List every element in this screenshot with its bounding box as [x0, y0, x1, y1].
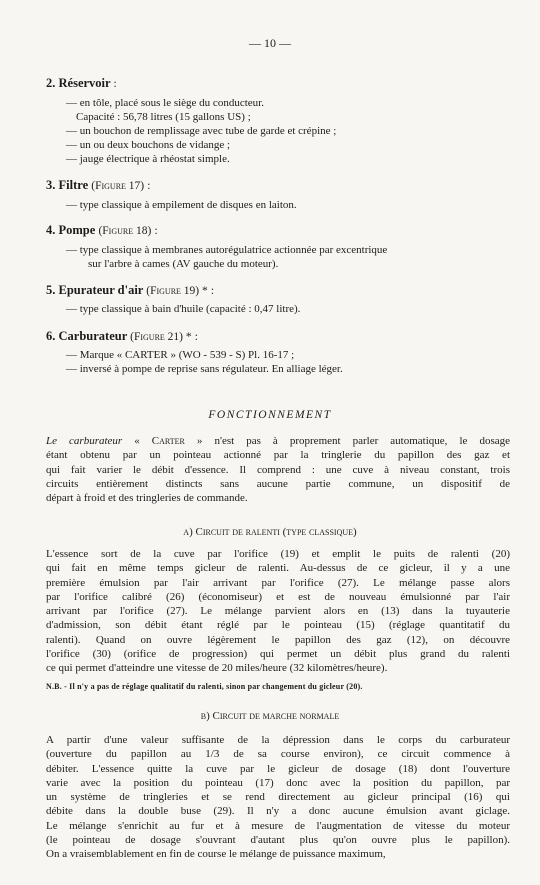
list-item: sur l'arbre à cames (AV gauche du moteur).: [88, 258, 279, 270]
figure-reference: (Figure 18): [98, 225, 152, 237]
text-line: A partir d'une valeur suffisante de la dépression dans le corps du carburateur: [46, 734, 510, 746]
text-line: L'essence sort de la cuve par l'orifice (19) et emplit le puits de ralenti (20): [46, 548, 510, 560]
fonctionnement-heading: FONCTIONNEMENT: [208, 409, 332, 421]
text-line: étant obtenu par un pointeau actionné par la tringlerie du papillon des gaz et: [46, 449, 510, 462]
text-line: qui fait en même temps gicleur de ralenti. Au-dessus de ce gicleur, il y a une: [46, 562, 510, 575]
text-line: (ouverture du papillon au 1/3 de sa course environ), ce circuit commence à: [46, 748, 510, 761]
list-item: — un ou deux bouchons de vidange ;: [66, 139, 231, 151]
list-item: — inversé à pompe de reprise sans régulateur. En alliage léger.: [66, 363, 343, 375]
figure-reference: (Figure 21) *: [130, 331, 192, 343]
text-line: ce qui permet d'atteindre une vitesse de 20 miles/heure (32 kilomètres/heure).: [46, 662, 388, 675]
section-suffix: :: [154, 225, 158, 237]
list-item: — type classique à empilement de disques en laiton.: [66, 199, 297, 211]
list-item: — Marque « CARTER » (WO - 539 - S) Pl. 16-17 ;: [66, 349, 295, 361]
list-item: — en tôle, placé sous le siège du conducteur.: [66, 97, 264, 109]
text-line: l'orifice (30) (orifice de progression) qui permet un débit plus grand du ralenti: [46, 648, 510, 661]
list-item: — un bouchon de remplissage avec tube de garde et crépine ;: [66, 125, 337, 137]
circuit-b-paragraph: [46, 733, 510, 862]
section-title: Réservoir: [58, 76, 111, 90]
section-suffix: :: [210, 285, 215, 297]
section-number: 5.: [46, 283, 56, 297]
text-line: par l'orifice calibré (26) (économiseur) et est de nouveau émulsionné par l'air: [46, 590, 510, 603]
text-line: débite dans la double buse (29). Il n'y a donc aucune émulsion avant giclage.: [46, 805, 510, 818]
section-number: 4.: [46, 223, 56, 237]
text-line: débiter. L'essence quitte la cuve par le gicleur de dosage (18) dont l'ouverture: [46, 762, 510, 775]
list-item: — type classique à membranes autorégulatrice actionnée par excentrique: [66, 244, 388, 256]
intro-lead: Le carburateur: [46, 435, 123, 447]
text-line: d'admission, son débit étant réglé par le pointeau (15) (réglage quantitatif du: [46, 619, 510, 632]
section-title: Filtre: [58, 178, 89, 192]
text-line: (le pointeau de dosage s'ouvrant d'autant plus qu'on ouvre plus le papillon).: [46, 834, 510, 847]
page-number: — 10 —: [249, 36, 291, 50]
text-line: première émulsion par l'air arrivant par l'orifice (27). Le mélange passe alors: [46, 576, 510, 589]
text-line: Le mélange s'enrichit au fur et à mesure de l'augmentation de vitesse du moteur: [46, 819, 510, 832]
section-heading-epurateur: [46, 283, 214, 298]
section-suffix: :: [194, 331, 198, 343]
text-line: un système de tringleries et se rend directement au gicleur principal (16) qui: [46, 791, 510, 804]
circuit-a-heading: a) Circuit de ralenti (type classique): [183, 526, 357, 538]
text-line: arrivant par l'orifice (27). Le mélange parvient alors en (13) dans la tuyauterie: [46, 605, 510, 618]
text-line: ralenti). Quand on ouvre légèrement le papillon des gaz (12), on découvre: [46, 633, 510, 646]
section-heading-reservoir: [46, 76, 117, 91]
list-item: — jauge électrique à rhéostat simple.: [66, 153, 230, 165]
text-line: varie avec la position du pointeau (17) donc avec la position du papillon, par: [46, 776, 510, 789]
figure-reference: (Figure 19) *: [146, 285, 208, 297]
section-heading-carburateur: [46, 329, 198, 344]
circuit-b-heading: b) Circuit de marche normale: [200, 710, 340, 722]
section-heading-filtre: [46, 178, 150, 193]
brand-name: « Carter »: [134, 435, 203, 447]
section-suffix: :: [113, 78, 117, 90]
text-line: départ à froid et des tringleries de commande.: [46, 492, 248, 505]
text-line: On a vraisemblablement en fin de course le mélange de puissance maximum,: [46, 848, 386, 861]
section-title: Carburateur: [58, 329, 128, 343]
circuit-a-paragraph: [46, 547, 510, 676]
section-title: Pompe: [58, 223, 96, 237]
text-line: n'est pas à proprement parler automatique, le dosage: [202, 435, 510, 447]
section-number: 6.: [46, 329, 56, 343]
section-number: 2.: [46, 76, 56, 90]
intro-paragraph: [46, 434, 510, 505]
text-line: qui fait varier le débit d'essence. Il comprend : une cuve à niveau constant, trois: [46, 463, 510, 476]
section-suffix: :: [147, 180, 151, 192]
section-title: Epurateur d'air: [58, 283, 144, 297]
figure-reference: (Figure 17): [91, 180, 145, 192]
text-line: circuits entièrement distincts sans aucune partie commune, un dispositif de: [46, 477, 510, 490]
section-heading-pompe: [46, 223, 158, 238]
list-item: Capacité : 56,78 litres (15 gallons US) ;: [76, 111, 251, 123]
section-number: 3.: [46, 178, 56, 192]
list-item: — type classique à bain d'huile (capacité : 0,47 litre).: [66, 303, 301, 315]
nota-bene: N.B. - Il n'y a pas de réglage qualitatif du ralenti, sinon par changement du gicleur (20).: [46, 682, 363, 691]
